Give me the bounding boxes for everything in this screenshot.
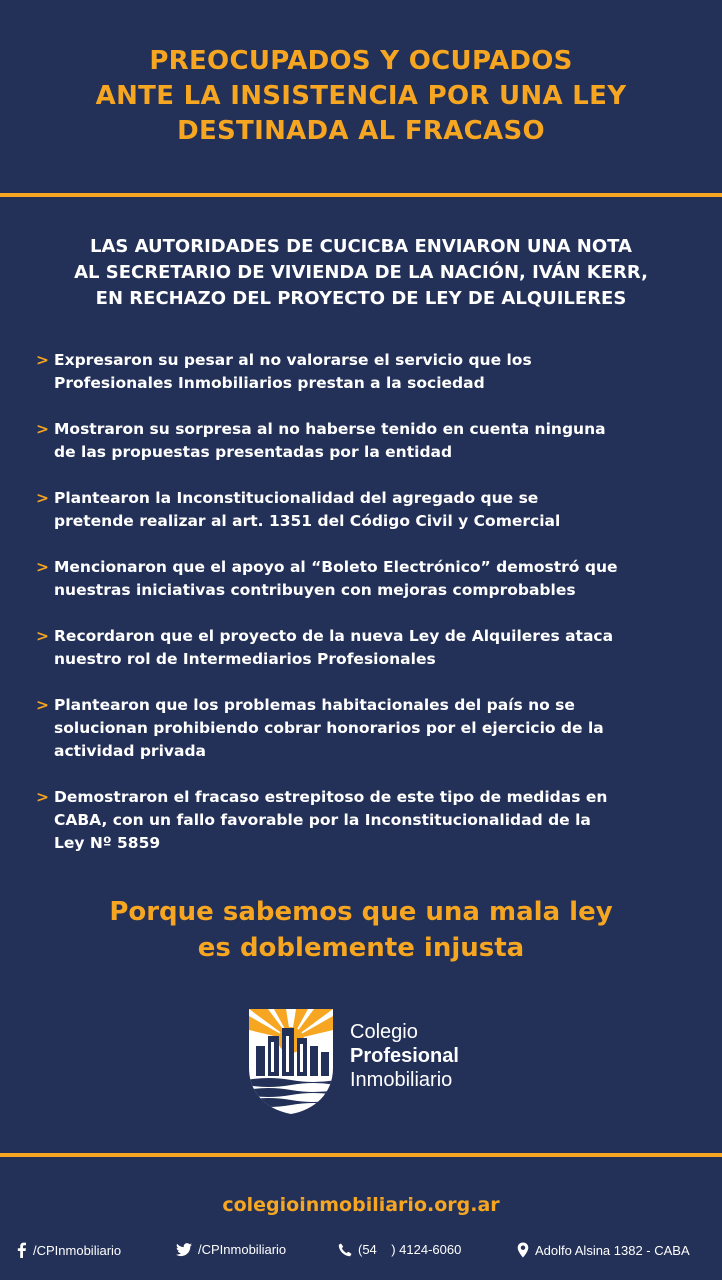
bullet-text: solucionan prohibiendo cobrar honorarios por el ejercicio de la bbox=[54, 719, 604, 737]
chevron-right-icon: > bbox=[36, 788, 49, 806]
facebook-handle: /CPInmobiliario bbox=[33, 1242, 122, 1258]
address-text: Adolfo Alsina 1382 - CABA bbox=[535, 1242, 690, 1258]
bullet-text: Profesionales Inmobiliarios prestan a la sociedad bbox=[54, 374, 485, 392]
website-link[interactable]: colegioinmobiliario.org.ar bbox=[222, 1194, 500, 1216]
twitter-handle: /CPInmobiliario bbox=[198, 1242, 287, 1257]
chevron-right-icon: > bbox=[36, 558, 49, 576]
closing-line: es doblemente injusta bbox=[197, 933, 525, 963]
bullet-text: Recordaron que el proyecto de la nueva Ley de Alquileres ataca bbox=[54, 627, 614, 645]
bullet-text: Mencionaron que el apoyo al “Boleto Electrónico” demostró que bbox=[54, 558, 618, 576]
headline-line: ANTE LA INSISTENCIA POR UNA LEY bbox=[95, 81, 627, 111]
bullet-item bbox=[36, 694, 706, 763]
headline-line: PREOCUPADOS Y OCUPADOS bbox=[149, 46, 573, 76]
footer-twitter[interactable] bbox=[176, 1242, 286, 1257]
bullet-text: de las propuestas presentadas por la entidad bbox=[54, 443, 453, 461]
college-name-line3: Inmobiliario bbox=[350, 1069, 453, 1091]
bullet-item bbox=[36, 625, 706, 671]
footer-facebook[interactable] bbox=[16, 1242, 121, 1258]
twitter-icon bbox=[176, 1243, 192, 1257]
chevron-right-icon: > bbox=[36, 420, 49, 438]
bullet-text: Expresaron su pesar al no valorarse el servicio que los bbox=[54, 351, 532, 369]
bullet-text: nuestro rol de Intermediarios Profesionales bbox=[54, 650, 436, 668]
phone-number: (54 ) 4124-6060 bbox=[358, 1242, 462, 1257]
bullet-list bbox=[36, 349, 706, 878]
bullet-item bbox=[36, 556, 706, 602]
chevron-right-icon: > bbox=[36, 696, 49, 714]
footer-address[interactable] bbox=[517, 1242, 690, 1258]
subheading-line: AL SECRETARIO DE VIVIENDA DE LA NACIÓN, IVÁN KERR, bbox=[74, 262, 648, 283]
bullet-item bbox=[36, 786, 706, 855]
chevron-right-icon: > bbox=[36, 627, 49, 645]
bullet-text: CABA, con un fallo favorable por la Inconstitucionalidad de la bbox=[54, 811, 591, 829]
bullet-text: Ley Nº 5859 bbox=[54, 834, 161, 852]
bullet-item bbox=[36, 349, 706, 395]
bullet-text: Plantearon la Inconstitucionalidad del agregado que se bbox=[54, 489, 539, 507]
subheading-line: LAS AUTORIDADES DE CUCICBA ENVIARON UNA NOTA bbox=[90, 236, 632, 257]
college-name-line1: Colegio bbox=[350, 1021, 418, 1043]
bottom-divider bbox=[0, 1153, 722, 1157]
bullet-text: Demostraron el fracaso estrepitoso de este tipo de medidas en bbox=[54, 788, 608, 806]
closing-statement bbox=[0, 894, 722, 966]
headline-line: DESTINADA AL FRACASO bbox=[177, 116, 545, 146]
bullet-item bbox=[36, 418, 706, 464]
map-pin-icon bbox=[517, 1242, 529, 1258]
college-name bbox=[350, 1020, 459, 1092]
headline bbox=[0, 44, 722, 149]
bullet-text: nuestras iniciativas contribuyen con mejoras comprobables bbox=[54, 581, 576, 599]
college-logo-icon bbox=[246, 1006, 336, 1116]
facebook-icon bbox=[16, 1242, 27, 1258]
phone-icon bbox=[338, 1243, 352, 1257]
top-divider bbox=[0, 193, 722, 197]
footer-phone[interactable] bbox=[338, 1242, 461, 1257]
bullet-text: pretende realizar al art. 1351 del Código Civil y Comercial bbox=[54, 512, 561, 530]
college-name-line2: Profesional bbox=[350, 1045, 459, 1067]
bullet-item bbox=[36, 487, 706, 533]
closing-line: Porque sabemos que una mala ley bbox=[109, 897, 613, 927]
subheading-line: EN RECHAZO DEL PROYECTO DE LEY DE ALQUILERES bbox=[95, 288, 627, 309]
chevron-right-icon: > bbox=[36, 351, 49, 369]
bullet-text: actividad privada bbox=[54, 742, 207, 760]
chevron-right-icon: > bbox=[36, 489, 49, 507]
bullet-text: Mostraron su sorpresa al no haberse tenido en cuenta ninguna bbox=[54, 420, 606, 438]
bullet-text: Plantearon que los problemas habitacionales del país no se bbox=[54, 696, 575, 714]
subheading bbox=[0, 234, 722, 312]
